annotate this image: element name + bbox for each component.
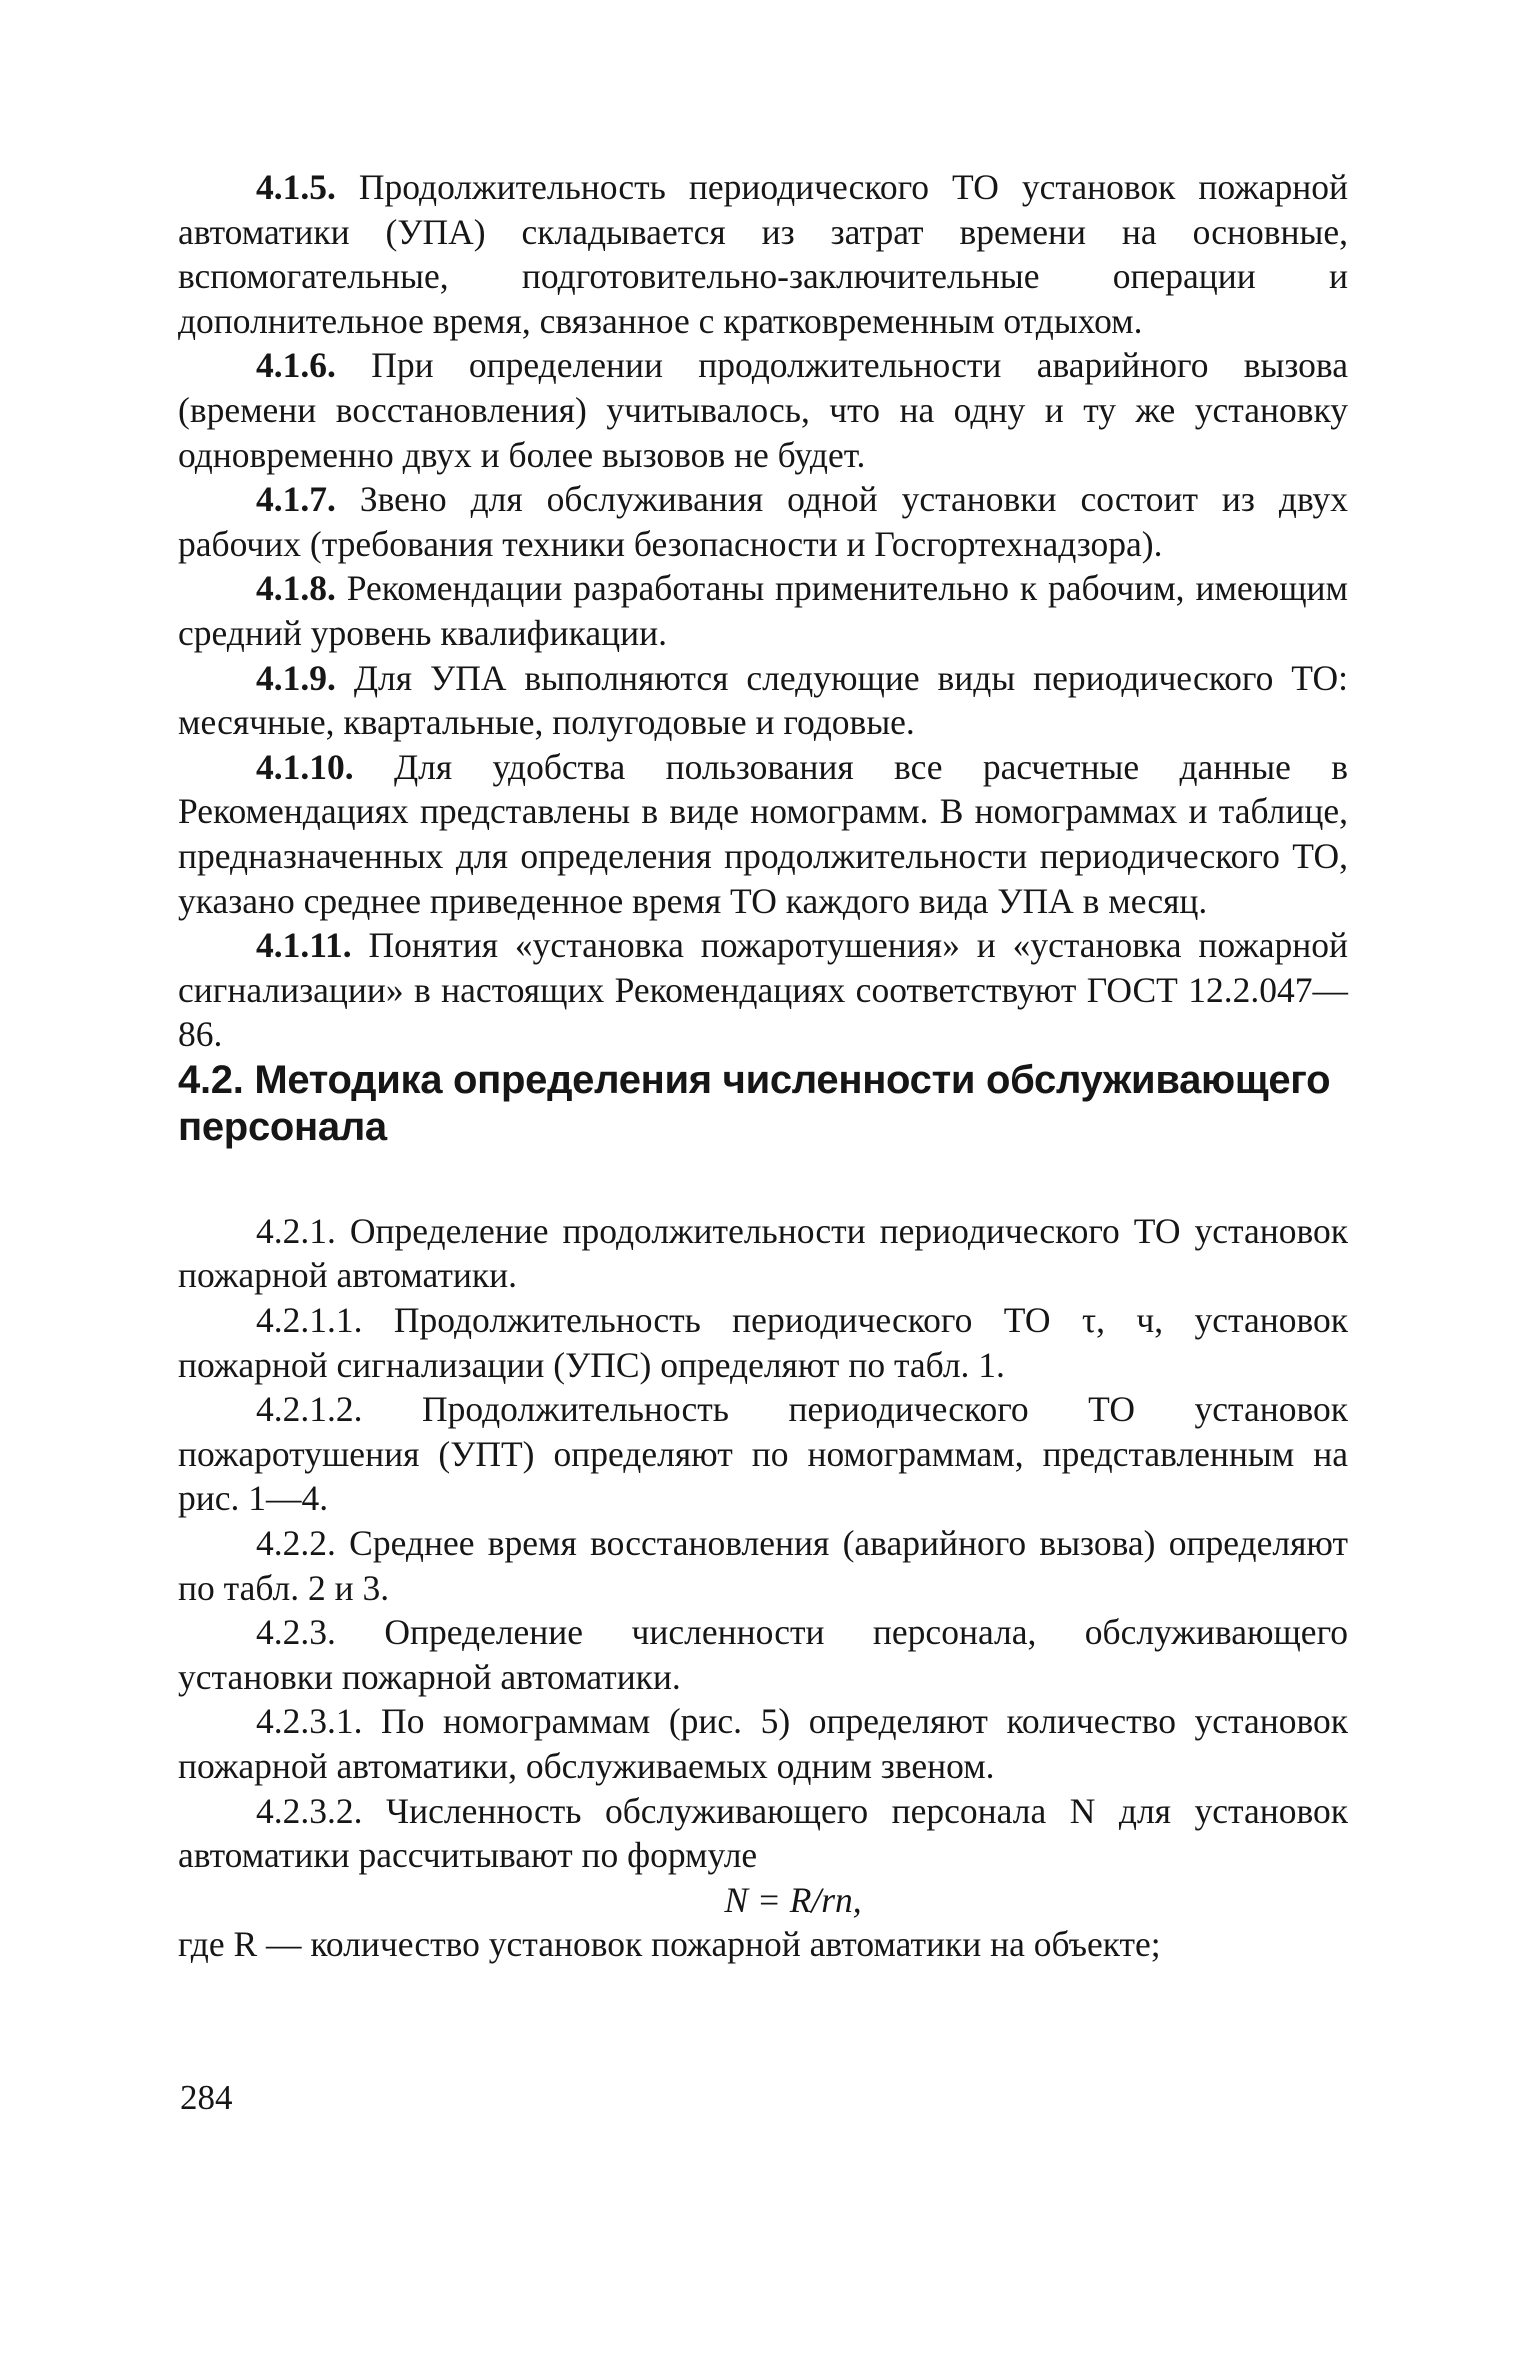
paragraph-4-1-10 — [178, 745, 1348, 923]
paragraph-number: 4.1.8. — [256, 568, 336, 609]
text-column — [178, 165, 1348, 1967]
paragraph-4-1-11 — [178, 923, 1348, 1057]
paragraph-4-1-7 — [178, 477, 1348, 566]
paragraph-4-2-1: 4.2.1. Определение продолжительности периодического ТО установок пожарной автоматики. — [178, 1210, 1348, 1296]
paragraph-4-1-6 — [178, 343, 1348, 477]
paragraph-4-2-2: 4.2.2. Среднее время восстановления (аварийного вызова) определяют по табл. 2 и 3. — [178, 1523, 1348, 1608]
paragraph-4-2-3: 4.2.3. Определение численности персонала, обслуживающего установки пожарной автоматики. — [178, 1612, 1348, 1697]
paragraph-4-2-3-1: 4.2.3.1. По номограммам (рис. 5) определяют количество установок пожарной автоматики, обслуживаемых одним звеном. — [178, 1701, 1348, 1786]
paragraph-number: 4.1.6. — [256, 345, 336, 386]
formula: N = R/rn, — [724, 1879, 862, 1920]
paragraph-4-2-1-2: 4.2.1.2. Продолжительность периодического ТО установок пожаротушения (УПТ) определяют по номограммам, представленным на рис. 1—4. — [178, 1389, 1348, 1519]
paragraph-4-2-3-2: 4.2.3.2. Численность обслуживающего персонала N для установок автоматики рассчитывают по формуле — [178, 1790, 1348, 1876]
paragraph-number: 4.1.11. — [256, 925, 352, 966]
paragraph-text: Звено для обслуживания одной установки состоит из двух рабочих (требования техники безопасности и Госгортехнадзора). — [178, 479, 1348, 564]
paragraph-4-1-9 — [178, 656, 1348, 745]
page-number: 284 — [180, 2078, 233, 2117]
paragraph-4-2-1-1: 4.2.1.1. Продолжительность периодического ТО τ, ч, установок пожарной сигнализации (УПС) определяют по табл. 1. — [178, 1300, 1348, 1385]
paragraph-text: Для УПА выполняются следующие виды периодического ТО: месячные, квартальные, полугодовые и годовые. — [178, 657, 1349, 743]
paragraph-number: 4.1.7. — [256, 479, 336, 520]
paragraph-number: 4.1.9. — [256, 657, 336, 698]
paragraph-number: 4.1.5. — [256, 167, 336, 207]
paragraph-text: Понятия «установка пожаротушения» и «установка пожарной сигнализации» в настоящих Рекомендациях соответствуют ГОСТ 12.2.047—86. — [178, 925, 1349, 1055]
paragraph-text: При определении продолжительности аварийного вызова (времени восстановления) учитывалось, что на одну и ту же установку одновременно двух и более вызовов не будет. — [178, 345, 1348, 475]
paragraph-4-1-5 — [178, 165, 1348, 343]
paragraph-text: Для удобства пользования все расчетные данные в Рекомендациях представлены в виде номограмм. В номограммах и таблице, предназначенных для определения продолжительности периодического ТО, указано среднее приведенное время ТО каждого вида УПА в месяц. — [178, 746, 1348, 921]
paragraph-text: Рекомендации разработаны применительно к рабочим, имеющим средний уровень квалификации. — [178, 568, 1348, 653]
paragraph-4-1-8 — [178, 566, 1348, 655]
section-heading: 4.2. Методика определения численности обслуживающего персонала — [178, 1057, 1331, 1149]
paragraph-text: Продолжительность периодического ТО установок пожарной автоматики (УПА) складывается из затрат времени на основные, вспомогательные, подготовительно-заключительные операции и дополнительное время, связанное с кратковременным отдыхом. — [178, 167, 1349, 341]
paragraph-number: 4.1.10. — [256, 746, 354, 787]
formula-legend: где R — количество установок пожарной автоматики на объекте; — [178, 1924, 1161, 1965]
